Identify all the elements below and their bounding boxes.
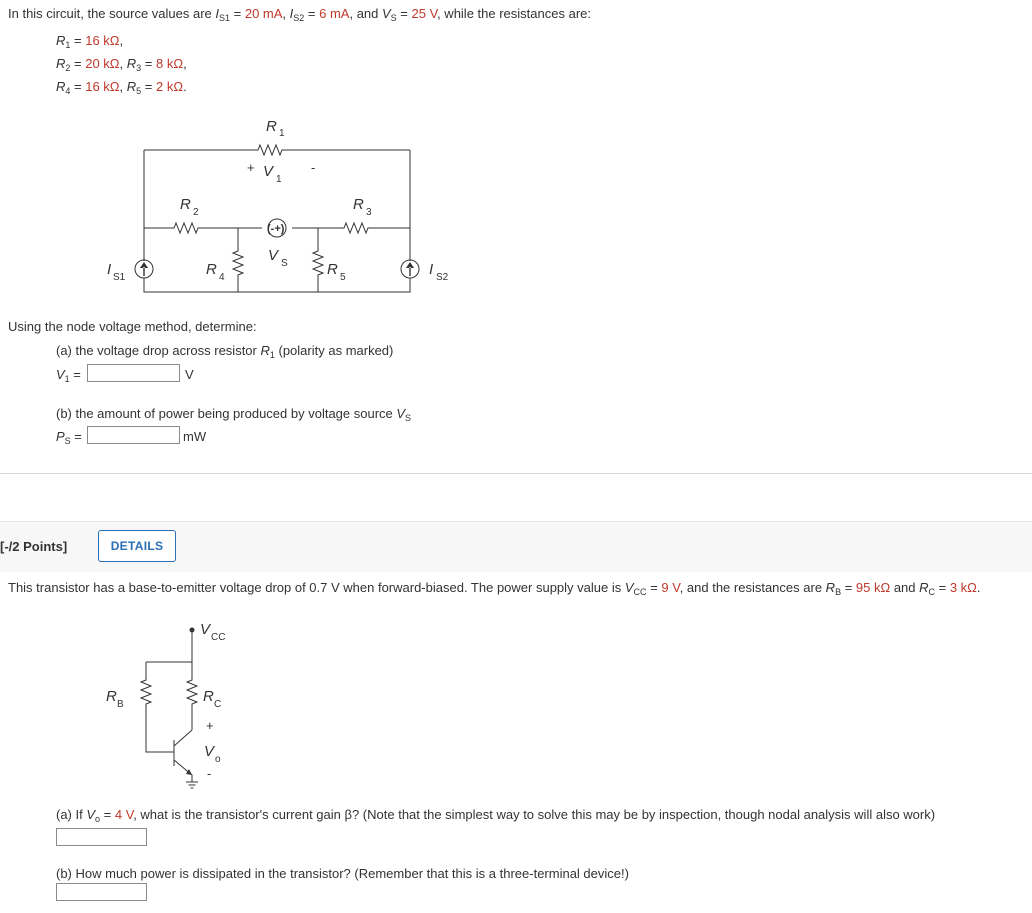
points-label: [-/2 Points]: [0, 539, 68, 554]
label-r5: R: [327, 261, 338, 278]
vo-value: 4 V: [114, 807, 134, 822]
svg-text:B: B: [117, 699, 124, 710]
label-v1: V: [263, 163, 274, 180]
q1-part-a: (a) the voltage drop across resistor $R_1$ (polarity as marked): [56, 343, 394, 360]
q2-part-b: (b) How much power is dissipated in the transistor? (Remember that this is a three-terminal device!): [56, 866, 629, 881]
q1-intro: In this circuit, the source values are $I_{S1} = 20$ mA, $I_{S2} = 6$ mA, and $V_S = 25$ V, while the resistances are:: [8, 6, 591, 23]
label-is1: I: [107, 261, 112, 278]
svg-text:1: 1: [276, 174, 282, 185]
power-answer-input[interactable]: [56, 883, 147, 901]
svg-text:o: o: [215, 754, 221, 765]
beta-answer-input[interactable]: [56, 828, 147, 846]
svg-text:S1: S1: [113, 272, 126, 283]
label-vo: V: [204, 743, 215, 760]
is1-value: 20 mA: [244, 6, 283, 21]
circuit-2-diagram: [90, 610, 250, 790]
rb-value: 95 kΩ: [855, 580, 891, 595]
ps-answer-label: $P_S$ =: [56, 429, 82, 446]
r1-line: $R_1 = 16$ kΩ,: [56, 33, 124, 50]
label-r2: R: [180, 196, 191, 213]
v1-unit: V: [185, 367, 194, 382]
ps-unit: mW: [183, 429, 207, 444]
label-vo-plus: +: [206, 718, 214, 733]
svg-text:S2: S2: [436, 272, 449, 283]
svg-text:1: 1: [279, 128, 285, 139]
question-divider: [0, 473, 1032, 474]
v1-answer-label: $V_1$ =: [56, 367, 81, 384]
label-r3: R: [353, 196, 364, 213]
svg-text:S: S: [281, 258, 288, 269]
label-vs: V: [268, 247, 279, 264]
arrow-up-icon: [406, 262, 414, 276]
v1-answer-input[interactable]: [87, 364, 180, 382]
vs-polarity: (-+): [267, 223, 285, 235]
svg-text:5: 5: [340, 272, 346, 283]
q2-part-a: (a) If $V_o = 4$ V, what is the transistor's current gain β? (Note that the simplest way to solve this may be by inspection, though nodal analysis will also work): [56, 807, 936, 824]
r4-r5-line: $R_4 = 16$ kΩ, $R_5 = 2$ kΩ.: [56, 79, 187, 96]
svg-text:4: 4: [219, 272, 225, 283]
label-v1-minus: -: [311, 160, 316, 175]
arrow-up-icon: [140, 262, 148, 276]
r2-r3-line: $R_2 = 20$ kΩ, $R_3 = 8$ kΩ,: [56, 56, 187, 73]
q2-intro: This transistor has a base-to-emitter voltage drop of 0.7 V when forward-biased. The power supply value is $V_{CC} = 9$ V, and the resistances are $R_B = 95$ kΩ and $R_C = 3$ kΩ.: [8, 580, 981, 597]
emitter-arrow-icon: [186, 769, 192, 775]
method-text: Using the node voltage method, determine:: [8, 319, 257, 334]
label-rb: R: [106, 688, 117, 705]
label-rc: R: [203, 688, 214, 705]
svg-text:2: 2: [193, 207, 199, 218]
label-vcc: V: [200, 621, 211, 638]
is2-value: 6 mA: [319, 6, 350, 21]
vcc-value: 9 V: [661, 580, 680, 595]
svg-text:C: C: [214, 699, 222, 710]
rc-value: 3 kΩ: [949, 580, 977, 595]
details-button[interactable]: DETAILS: [98, 530, 176, 562]
label-is2: I: [429, 261, 434, 278]
label-r4: R: [206, 261, 217, 278]
ps-answer-input[interactable]: [87, 426, 180, 444]
svg-text:3: 3: [366, 207, 372, 218]
vs-value: 25 V: [411, 6, 438, 21]
label-vo-minus: -: [207, 766, 212, 781]
label-v1-plus: +: [247, 160, 255, 175]
circuit-1-diagram: [0, 110, 480, 300]
label-r1: R: [266, 118, 277, 135]
vcc-node-dot: [190, 628, 195, 633]
q1-part-b: (b) the amount of power being produced by voltage source $V_S$: [56, 406, 412, 423]
svg-text:CC: CC: [211, 632, 226, 643]
